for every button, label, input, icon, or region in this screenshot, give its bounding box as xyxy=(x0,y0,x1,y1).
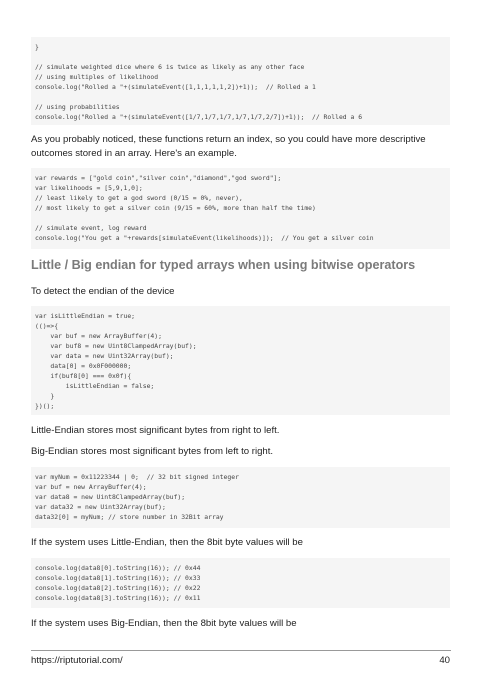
code-line: var isLittleEndian = true; xyxy=(35,312,136,320)
paragraph-little-endian: Little-Endian stores most significant bytes from right to left. xyxy=(31,425,280,436)
code-line: // using multiples of likelihood xyxy=(35,73,159,81)
code-block-endian-detect xyxy=(31,306,450,415)
paragraph-big-endian: Big-Endian stores most significant bytes from left to right. xyxy=(31,446,274,457)
code-line: // least likely to get a god sword (0/15 = 0%, never), xyxy=(35,194,243,202)
code-block-mynum xyxy=(31,467,450,528)
code-line: isLittleEndian = false; xyxy=(35,382,155,390)
code-line: console.log("You get a "+rewards[simulateEvent(likelihoods)]); // You get a silver coin xyxy=(35,234,374,242)
code-line: var buf8 = new Uint8ClampedArray(buf); xyxy=(35,342,197,350)
code-line: console.log("Rolled a "+(simulateEvent([1,1,1,1,1,2])+1)); // Rolled a 1 xyxy=(35,83,316,91)
footer-url: https://riptutorial.com/ xyxy=(31,655,123,666)
code-line: // using probabilities xyxy=(35,103,120,111)
section-heading: Little / Big endian for typed arrays when using bitwise operators xyxy=(31,258,416,272)
code-line: data32[0] = myNum; // store number in 32Bit array xyxy=(35,513,224,521)
code-line: // simulate weighted dice where 6 is twice as likely as any other face xyxy=(35,63,305,71)
code-block-dice xyxy=(31,37,450,125)
code-line: var data32 = new Uint32Array(buf); xyxy=(35,503,166,511)
code-line: if(buf8[0] === 0x0f){ xyxy=(35,372,132,380)
footer-divider xyxy=(31,650,451,651)
code-block-rewards xyxy=(31,168,450,249)
code-line xyxy=(31,52,450,62)
code-line: var buf = new ArrayBuffer(4); xyxy=(35,483,147,491)
code-line: console.log(data8[2].toString(16)); // 0x22 xyxy=(35,584,201,592)
code-line xyxy=(31,213,450,223)
code-block-byte-values xyxy=(31,558,450,608)
code-line xyxy=(31,92,450,102)
code-line: var rewards = ["gold coin","silver coin","diamond","god sword"]; xyxy=(35,174,282,182)
code-line: var likelihoods = [5,9,1,0]; xyxy=(35,184,143,192)
code-line: var data8 = new Uint8ClampedArray(buf); xyxy=(35,493,186,501)
code-line: // most likely to get a silver coin (9/15 = 60%, more than half the time) xyxy=(35,204,316,212)
code-line: // simulate event, log reward xyxy=(35,224,147,232)
paragraph-little-endian-values: If the system uses Little-Endian, then the 8bit byte values will be xyxy=(31,537,303,548)
code-line: })(); xyxy=(35,402,55,410)
code-line: console.log(data8[0].toString(16)); // 0x44 xyxy=(35,564,201,572)
code-line: var myNum = 0x11223344 | 0; // 32 bit signed integer xyxy=(35,473,239,481)
code-line: } xyxy=(35,392,55,400)
paragraph-index-note: As you probably noticed, these functions return an index, so you could have more descriptive outcomes stored in an array. Here's an example. xyxy=(31,134,426,159)
code-line: var buf = new ArrayBuffer(4); xyxy=(35,332,162,340)
code-line: console.log(data8[3].toString(16)); // 0x11 xyxy=(35,594,201,602)
code-line: console.log("Rolled a "+(simulateEvent([1/7,1/7,1/7,1/7,1/7,2/7])+1)); // Rolled a 6 xyxy=(35,113,363,121)
page-number: 40 xyxy=(439,655,450,666)
paragraph-big-endian-values: If the system uses Big-Endian, then the 8bit byte values will be xyxy=(31,618,297,629)
paragraph-detect-endian: To detect the endian of the device xyxy=(31,286,175,297)
code-line: var data = new Uint32Array(buf); xyxy=(35,352,174,360)
code-line: } xyxy=(35,43,39,51)
code-line: console.log(data8[1].toString(16)); // 0x33 xyxy=(35,574,201,582)
code-line: data[0] = 0x0F000000; xyxy=(35,362,132,370)
code-line: (()=>{ xyxy=(35,322,59,330)
